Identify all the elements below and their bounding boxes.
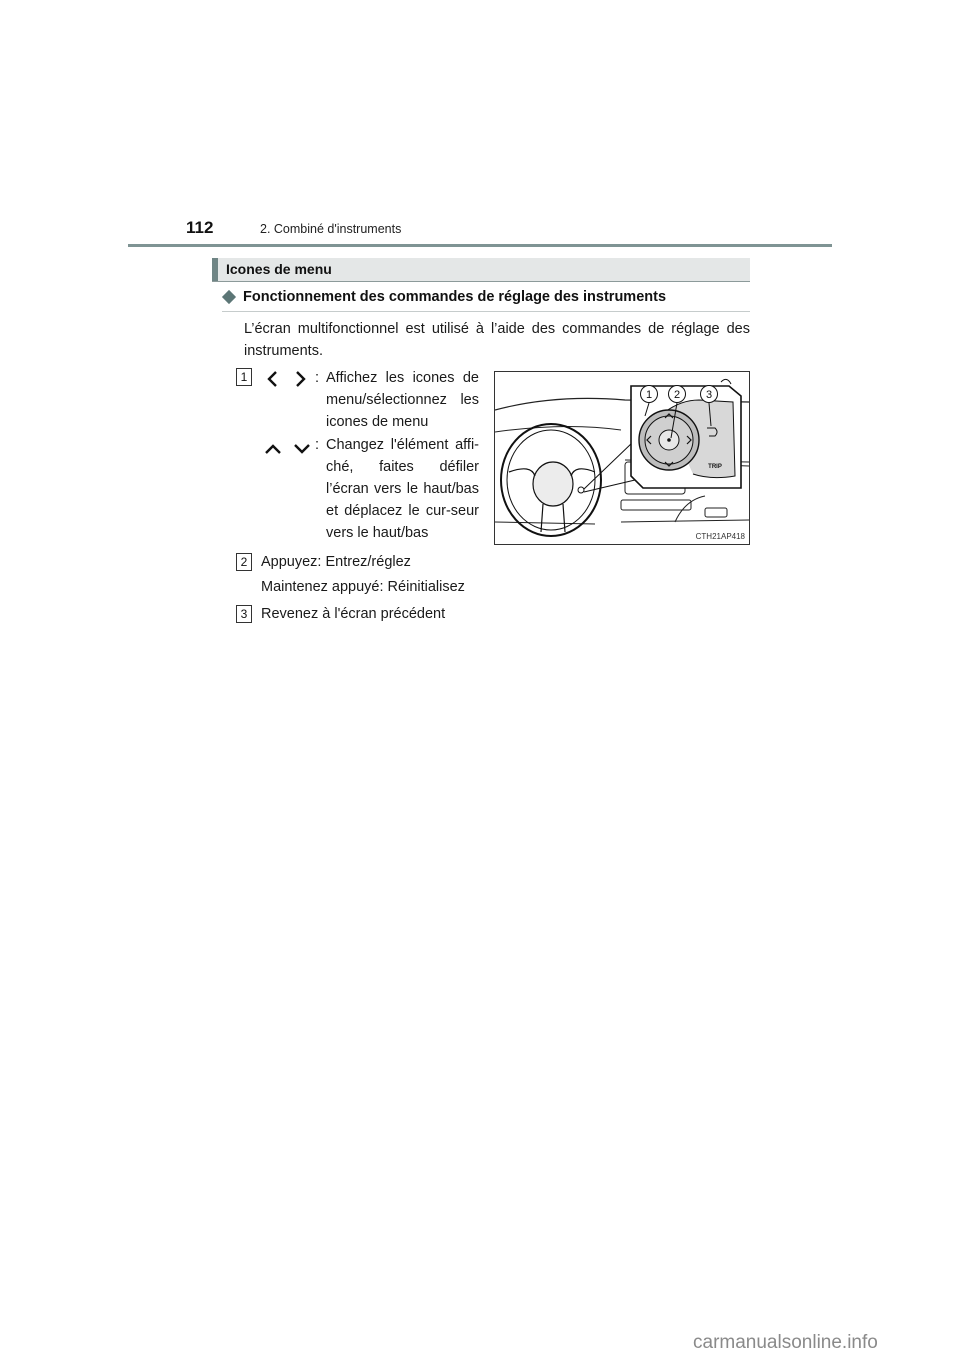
trip-button-label: TRIP (708, 464, 722, 470)
chevron-left-icon (265, 370, 279, 388)
section-heading (212, 258, 750, 282)
item-1-entry-lr (315, 367, 479, 433)
item-number-2: 2 (236, 553, 252, 571)
item-2-line-2: Maintenez appuyé: Réinitialisez (261, 579, 465, 595)
item-1-entry-ud (315, 434, 479, 544)
section-title: Icones de menu (226, 261, 332, 277)
item-number-1: 1 (236, 368, 252, 386)
chevron-up-icon (264, 442, 282, 456)
diamond-icon (222, 290, 236, 304)
page-number: 112 (186, 218, 214, 237)
colon: : (315, 370, 320, 386)
chevron-down-icon (293, 442, 311, 456)
entry-text: Changez l'élément affi-ché, faites défiler l’écran vers le haut/bas et déplacez le cur-seur vers le haut/bas (326, 437, 479, 541)
figure-code: CTH21AP418 (695, 532, 745, 541)
section-accent (212, 258, 218, 281)
item-number-3: 3 (236, 605, 252, 623)
callout-1: 1 (645, 389, 653, 401)
colon: : (315, 437, 320, 453)
subsection-heading (222, 289, 750, 312)
figure-illustration (495, 372, 749, 544)
entry-text: Affichez les icones de menu/sélectionnez les icones de menu (326, 370, 479, 430)
subsection-title: Fonctionnement des commandes de réglage des instruments (243, 289, 667, 305)
chevron-right-icon (294, 370, 308, 388)
callout-2: 2 (673, 389, 681, 401)
steering-switch-figure (494, 371, 750, 545)
item-2-line-1: Appuyez: Entrez/réglez (261, 554, 411, 570)
header-rule (128, 244, 832, 247)
item-3-line-1: Revenez à l'écran précédent (261, 606, 446, 622)
intro-paragraph: L’écran multifonctionnel est utilisé à l’aide des commandes de réglage des instruments. (244, 321, 750, 359)
chapter-title: 2. Combiné d'instruments (260, 222, 402, 236)
watermark: carmanualsonline.info (693, 1332, 878, 1353)
callout-3: 3 (705, 389, 713, 401)
